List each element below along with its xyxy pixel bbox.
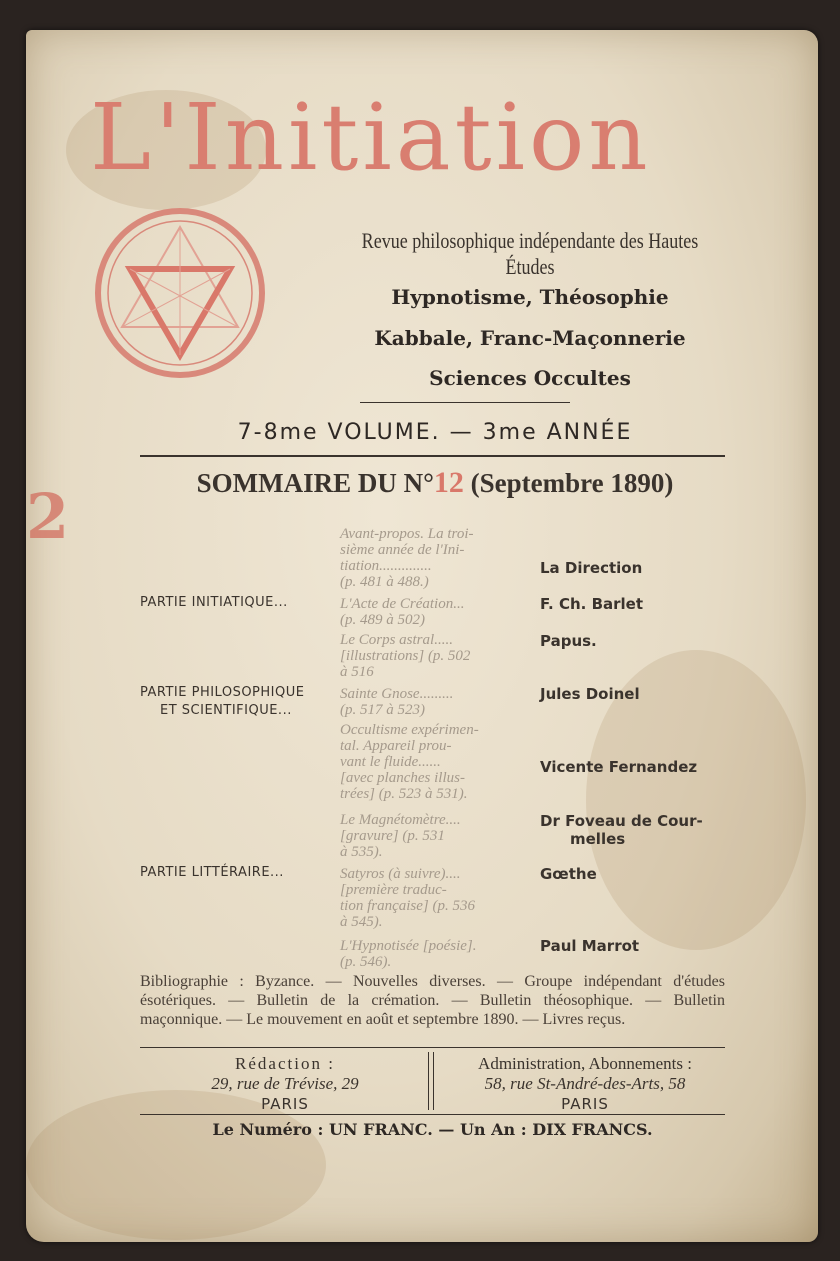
contents-author: Papus. <box>540 632 597 650</box>
contents-author: Jules Doinel <box>540 685 640 703</box>
topic-line: Sciences Occultes <box>429 366 631 390</box>
redaction-address: Rédaction : 29, rue de Trévise, 29 PARIS <box>211 1054 359 1113</box>
volume-line: 7-8me VOLUME. — 3me ANNÉE <box>237 420 633 445</box>
hexagram-seal-icon <box>92 205 268 381</box>
contents-title: L'Hypnotisée [poésie]. (p. 546). <box>340 938 477 970</box>
section-label: PARTIE INITIATIQUE... <box>140 595 288 610</box>
contents-title: Sainte Gnose......... (p. 517 à 523) <box>340 686 454 718</box>
topic-line: Kabbale, Franc-Maçonnerie <box>374 326 686 350</box>
contents-author: La Direction <box>540 559 643 577</box>
contents-title: Avant-propos. La troi- sième année de l'Ini- tiation.............. (p. 481 à 488.) <box>340 526 474 590</box>
contents-title: L'Acte de Création... (p. 489 à 502) <box>340 596 465 628</box>
magazine-subtitle: Revue philosophique indépendante des Hautes Études <box>361 228 699 279</box>
administration-address: Administration, Abonnements : 58, rue St-André-des-Arts, 58 PARIS <box>478 1054 692 1113</box>
magazine-title: L'Initiation <box>90 84 652 191</box>
sommaire-heading <box>140 466 730 500</box>
section-label: ET SCIENTIFIQUE... <box>160 703 292 718</box>
topic-line: Hypnotisme, Théosophie <box>391 285 669 309</box>
section-label: PARTIE PHILOSOPHIQUE <box>140 685 305 700</box>
contents-title: Le Magnétomètre.... [gravure] (p. 531 à 535). <box>340 812 461 860</box>
issue-date: (Septembre 1890) <box>470 468 674 498</box>
spine-number: 2 <box>26 480 70 553</box>
bibliography-text: Bibliographie : Byzance. — Nouvelles diverses. — Groupe indépendant d'études ésotériques. — Bulletin de la crémation. — Bulletin théosophique. — Bulletin maçonnique. — Le mouvement en août et septembre 1890. — Livres reçus. <box>140 973 725 1028</box>
section-label: PARTIE LITTÉRAIRE... <box>140 865 284 880</box>
contents-author: F. Ch. Barlet <box>540 595 644 613</box>
contents-title: Le Corps astral..... [illustrations] (p. 502 à 516 <box>340 632 471 680</box>
contents-title: Occultisme expérimen- tal. Appareil prou- vant le fluide...... [avec planches illus- trées] (p. 523 à 531). <box>340 722 479 802</box>
contents-author: Paul Marrot <box>540 937 640 955</box>
contents-author: Vicente Fernandez <box>540 758 698 776</box>
contents-author: Gœthe <box>540 865 597 883</box>
divider <box>140 1114 725 1115</box>
column-divider <box>428 1052 434 1110</box>
contents-title: Satyros (à suivre).... [première traduc- tion française] (p. 536 à 545). <box>340 866 475 930</box>
issue-number: 12 <box>433 466 464 499</box>
sommaire-prefix: SOMMAIRE DU N° <box>196 468 434 498</box>
divider <box>140 1047 725 1048</box>
divider <box>140 455 725 457</box>
ornament-rule <box>360 402 570 403</box>
pricing-line: Le Numéro : UN FRANC. — Un An : DIX FRANCS. <box>212 1120 653 1139</box>
contents-author: Dr Foveau de Cour- melles <box>540 812 703 848</box>
